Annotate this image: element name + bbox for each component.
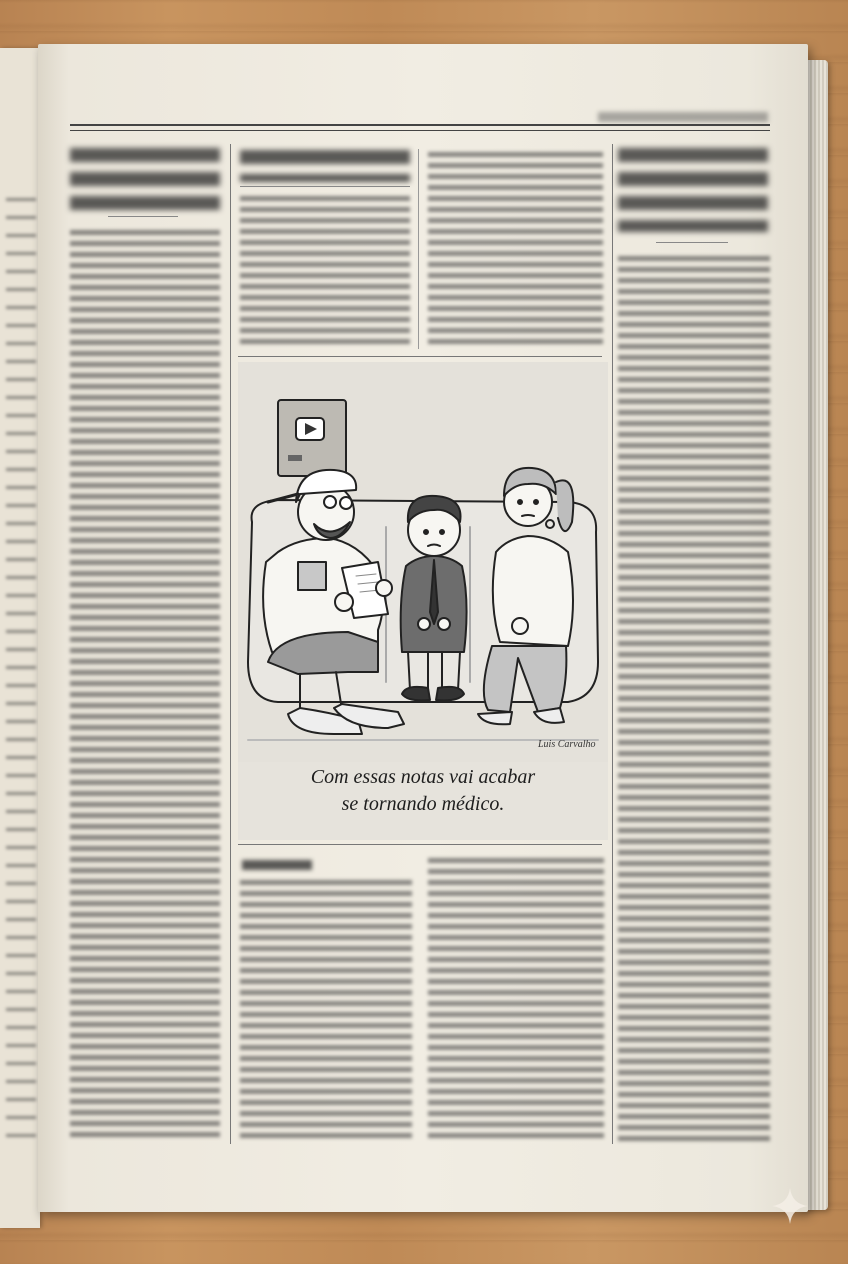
artist-signature: Luis Carvalho bbox=[538, 739, 596, 750]
cartoon-illustration bbox=[238, 362, 608, 762]
section-rule bbox=[238, 356, 602, 357]
blurred-headline bbox=[70, 148, 220, 210]
top-rule bbox=[70, 124, 770, 126]
section-rule bbox=[238, 844, 602, 845]
cartoon-panel bbox=[238, 362, 608, 840]
headline-underline bbox=[240, 186, 410, 187]
cartoon-caption bbox=[238, 764, 608, 818]
caption-line-2: se tornando médico. bbox=[341, 793, 505, 815]
column-divider bbox=[418, 149, 419, 349]
blurred-article-text bbox=[240, 880, 412, 1142]
top-rule-thin bbox=[70, 130, 770, 131]
blurred-article-text bbox=[428, 858, 604, 1142]
blurred-article-text bbox=[428, 152, 603, 346]
caption-line-1: Com essas notas vai acabar bbox=[310, 766, 536, 788]
headline-underline bbox=[108, 216, 178, 217]
column-divider bbox=[230, 144, 231, 1144]
blurred-article-text bbox=[618, 256, 770, 1146]
blurred-article-text bbox=[240, 196, 410, 346]
left-newspaper-page bbox=[0, 48, 40, 1228]
blurred-masthead bbox=[598, 112, 768, 122]
blurred-headline bbox=[618, 148, 768, 232]
blurred-subhead bbox=[242, 860, 312, 870]
blurred-article-text bbox=[70, 230, 220, 1140]
column-divider bbox=[612, 144, 613, 1144]
headline-underline bbox=[656, 242, 728, 243]
sparkle-icon bbox=[770, 1186, 810, 1226]
blurred-headline bbox=[240, 150, 410, 182]
